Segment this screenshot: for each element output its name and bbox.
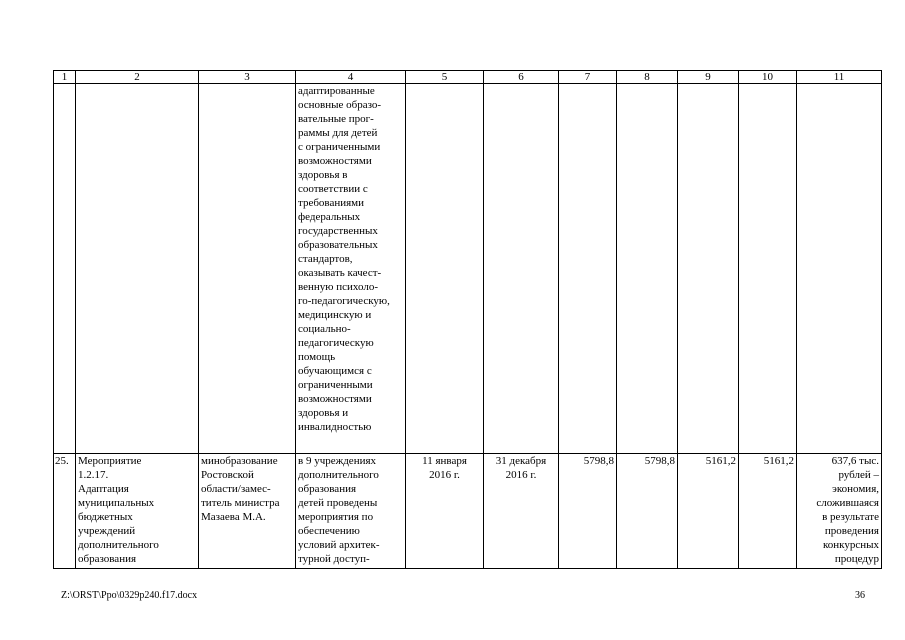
text-line: медицинскую и — [298, 309, 372, 321]
text-line: Мероприятие — [78, 455, 142, 467]
header-cell: 5 — [406, 71, 484, 84]
header-row — [54, 71, 882, 84]
text-line: 2016 г. — [505, 469, 537, 481]
end-date-cell — [484, 454, 559, 569]
text-line: педагогическую — [298, 337, 374, 349]
text-line: процедур — [834, 553, 879, 565]
header-cell: 8 — [617, 71, 678, 84]
text-line: титель министра — [201, 497, 280, 509]
text-line: социально- — [298, 323, 351, 335]
text-line: основные образо- — [298, 99, 382, 111]
text-line: обучающимся с — [298, 365, 372, 377]
value-cell: 5798,8 — [559, 454, 617, 569]
text-line: рублей – — [838, 469, 879, 481]
header-cell: 2 — [76, 71, 199, 84]
text-line: го-педагогическую, — [298, 295, 390, 307]
header-cell: 7 — [559, 71, 617, 84]
text-line: венную психоло- — [298, 281, 378, 293]
text-line: обеспечению — [298, 525, 360, 537]
result-description-cell — [296, 454, 406, 569]
text-line: ограниченными — [298, 379, 373, 391]
table-row — [54, 84, 882, 454]
value-cell: 5798,8 — [617, 454, 678, 569]
text-line: бюджетных — [78, 511, 133, 523]
text-line: турной доступ- — [298, 553, 370, 565]
text-line: экономия, — [832, 483, 879, 495]
page-number: 36 — [855, 590, 865, 601]
text-line: инвалидностью — [298, 421, 372, 433]
value-cell: 5161,2 — [678, 454, 739, 569]
text-line: Адаптация — [78, 483, 129, 495]
text-line: 1.2.17. — [78, 469, 109, 481]
table-cell — [199, 84, 296, 454]
text-line: государственных — [298, 225, 378, 237]
text-line: учреждений — [78, 525, 136, 537]
text-line: конкурсных — [822, 539, 879, 551]
text-line: Ростовской — [201, 469, 254, 481]
text-line: дополнительного — [78, 539, 159, 551]
text-line: федеральных — [298, 211, 361, 223]
header-cell: 3 — [199, 71, 296, 84]
table-cell — [484, 84, 559, 454]
text-line: детей проведены — [298, 497, 378, 509]
header-cell: 10 — [739, 71, 797, 84]
text-line: в 9 учреждениях — [298, 455, 377, 467]
text-line: 31 декабря — [495, 455, 547, 467]
table-cell — [739, 84, 797, 454]
text-line: возможностями — [298, 393, 372, 405]
table-cell — [678, 84, 739, 454]
text-line: дополнительного — [298, 469, 379, 481]
table-cell — [559, 84, 617, 454]
text-line: здоровья в — [298, 169, 348, 181]
text-line: области/замес- — [201, 483, 271, 495]
continued-description-cell — [296, 84, 406, 454]
text-line: мероприятия по — [298, 511, 374, 523]
header-cell: 6 — [484, 71, 559, 84]
text-line: образования — [298, 483, 357, 495]
text-line: образования — [78, 553, 137, 565]
table-cell — [406, 84, 484, 454]
text-line: возможностями — [298, 155, 372, 167]
row-number-cell: 25. — [54, 454, 76, 569]
table-cell — [76, 84, 199, 454]
text-line: вательные прог- — [298, 113, 374, 125]
text-line: 637,6 тыс. — [831, 455, 879, 467]
text-line: проведения — [824, 525, 879, 537]
value-cell: 5161,2 — [739, 454, 797, 569]
text-line: муниципальных — [78, 497, 155, 509]
note-cell — [797, 454, 882, 569]
text-line: оказывать качест- — [298, 267, 382, 279]
text-line: минобразование — [201, 455, 278, 467]
header-cell: 11 — [797, 71, 882, 84]
measure-name-cell — [76, 454, 199, 569]
text-line: соответствии с — [298, 183, 368, 195]
header-cell: 1 — [54, 71, 76, 84]
footer-file-path: Z:\ORST\Ppo\0329p240.f17.docx — [61, 590, 198, 601]
document-table — [53, 70, 882, 569]
table-row — [54, 454, 882, 569]
table-cell — [54, 84, 76, 454]
table-cell — [617, 84, 678, 454]
table-cell — [797, 84, 882, 454]
text-line: сложившаяся — [816, 497, 879, 509]
text-line: с ограниченными — [298, 141, 381, 153]
text-line: 11 января — [422, 455, 467, 467]
text-line: требованиями — [298, 197, 365, 209]
header-cell: 4 — [296, 71, 406, 84]
text-line: здоровья и — [298, 407, 349, 419]
text-line: 2016 г. — [429, 469, 460, 481]
text-line: раммы для детей — [298, 127, 378, 139]
text-line: в результате — [822, 511, 879, 523]
start-date-cell — [406, 454, 484, 569]
text-line: образовательных — [298, 239, 378, 251]
text-line: стандартов, — [298, 253, 353, 265]
text-line: Мазаева М.А. — [201, 511, 266, 523]
responsible-cell — [199, 454, 296, 569]
text-line: помощь — [298, 351, 336, 363]
text-line: адаптированные — [298, 85, 375, 97]
text-line: условий архитек- — [298, 539, 380, 551]
header-cell: 9 — [678, 71, 739, 84]
